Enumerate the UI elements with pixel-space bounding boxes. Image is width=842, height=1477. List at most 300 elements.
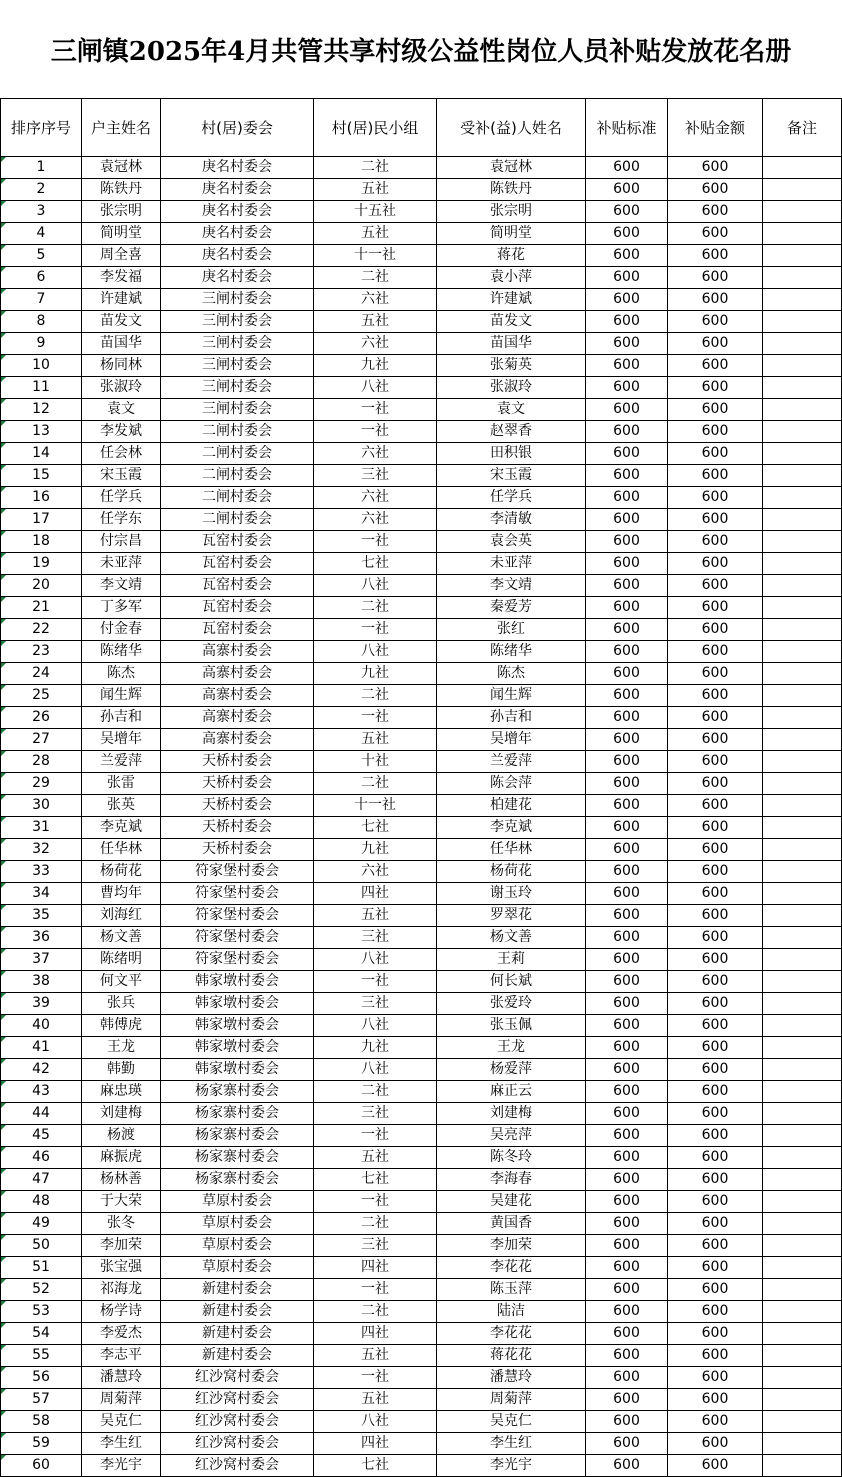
table-row xyxy=(1,223,842,245)
table-row xyxy=(1,1389,842,1411)
beneficiary-cell: 蒋花 xyxy=(437,245,586,267)
standard-cell: 600 xyxy=(586,1235,668,1257)
beneficiary-cell: 任学兵 xyxy=(437,487,586,509)
householder-cell: 孙吉和 xyxy=(82,707,161,729)
amount-cell: 600 xyxy=(668,641,763,663)
beneficiary-cell: 袁会英 xyxy=(437,531,586,553)
householder-cell: 李克斌 xyxy=(82,817,161,839)
beneficiary-cell: 赵翠香 xyxy=(437,421,586,443)
remarks-cell xyxy=(763,685,842,707)
serial-cell: 24 xyxy=(1,663,82,685)
amount-cell: 600 xyxy=(668,1037,763,1059)
remarks-cell xyxy=(763,729,842,751)
standard-cell: 600 xyxy=(586,927,668,949)
remarks-cell xyxy=(763,861,842,883)
householder-cell: 杨文善 xyxy=(82,927,161,949)
amount-cell: 600 xyxy=(668,223,763,245)
amount-cell: 600 xyxy=(668,663,763,685)
remarks-cell xyxy=(763,641,842,663)
village-committee-cell: 符家堡村委会 xyxy=(161,905,314,927)
group-cell: 五社 xyxy=(314,311,437,333)
remarks-cell xyxy=(763,377,842,399)
group-cell: 一社 xyxy=(314,1367,437,1389)
group-cell: 九社 xyxy=(314,355,437,377)
householder-cell: 吴克仁 xyxy=(82,1411,161,1433)
remarks-cell xyxy=(763,311,842,333)
table-row xyxy=(1,179,842,201)
serial-cell: 12 xyxy=(1,399,82,421)
group-cell: 八社 xyxy=(314,575,437,597)
standard-cell: 600 xyxy=(586,905,668,927)
group-cell: 五社 xyxy=(314,179,437,201)
amount-cell: 600 xyxy=(668,465,763,487)
village-committee-cell: 高寨村委会 xyxy=(161,641,314,663)
amount-cell: 600 xyxy=(668,1367,763,1389)
standard-cell: 600 xyxy=(586,575,668,597)
remarks-cell xyxy=(763,1235,842,1257)
table-row xyxy=(1,201,842,223)
beneficiary-cell: 李光宇 xyxy=(437,1455,586,1477)
householder-cell: 李爱杰 xyxy=(82,1323,161,1345)
beneficiary-cell: 李花花 xyxy=(437,1323,586,1345)
householder-cell: 陈杰 xyxy=(82,663,161,685)
standard-cell: 600 xyxy=(586,707,668,729)
group-cell: 一社 xyxy=(314,1125,437,1147)
amount-cell: 600 xyxy=(668,1301,763,1323)
table-row xyxy=(1,1279,842,1301)
table-row xyxy=(1,1103,842,1125)
beneficiary-cell: 杨文善 xyxy=(437,927,586,949)
village-committee-cell: 红沙窝村委会 xyxy=(161,1367,314,1389)
beneficiary-cell: 王莉 xyxy=(437,949,586,971)
householder-cell: 闻生辉 xyxy=(82,685,161,707)
village-committee-cell: 三闸村委会 xyxy=(161,289,314,311)
amount-cell: 600 xyxy=(668,1433,763,1455)
village-committee-cell: 草原村委会 xyxy=(161,1257,314,1279)
village-committee-cell: 杨家寨村委会 xyxy=(161,1125,314,1147)
standard-cell: 600 xyxy=(586,1015,668,1037)
beneficiary-cell: 蒋花花 xyxy=(437,1345,586,1367)
householder-cell: 麻振虎 xyxy=(82,1147,161,1169)
amount-cell: 600 xyxy=(668,509,763,531)
remarks-cell xyxy=(763,223,842,245)
amount-cell: 600 xyxy=(668,553,763,575)
householder-cell: 李光宇 xyxy=(82,1455,161,1477)
remarks-cell xyxy=(763,1015,842,1037)
standard-cell: 600 xyxy=(586,1213,668,1235)
village-committee-cell: 三闸村委会 xyxy=(161,399,314,421)
table-row xyxy=(1,795,842,817)
standard-cell: 600 xyxy=(586,355,668,377)
group-cell: 七社 xyxy=(314,817,437,839)
village-committee-cell: 杨家寨村委会 xyxy=(161,1169,314,1191)
group-cell: 五社 xyxy=(314,223,437,245)
col-header-group: 村(居)民小组 xyxy=(314,99,437,157)
serial-cell: 49 xyxy=(1,1213,82,1235)
serial-cell: 37 xyxy=(1,949,82,971)
village-committee-cell: 二闸村委会 xyxy=(161,487,314,509)
group-cell: 二社 xyxy=(314,685,437,707)
village-committee-cell: 韩家墩村委会 xyxy=(161,971,314,993)
standard-cell: 600 xyxy=(586,971,668,993)
serial-cell: 45 xyxy=(1,1125,82,1147)
remarks-cell xyxy=(763,333,842,355)
standard-cell: 600 xyxy=(586,1081,668,1103)
remarks-cell xyxy=(763,751,842,773)
village-committee-cell: 二闸村委会 xyxy=(161,421,314,443)
table-row xyxy=(1,399,842,421)
remarks-cell xyxy=(763,1279,842,1301)
remarks-cell xyxy=(763,773,842,795)
householder-cell: 陈绪明 xyxy=(82,949,161,971)
householder-cell: 许建斌 xyxy=(82,289,161,311)
serial-cell: 22 xyxy=(1,619,82,641)
village-committee-cell: 高寨村委会 xyxy=(161,663,314,685)
serial-cell: 58 xyxy=(1,1411,82,1433)
remarks-cell xyxy=(763,179,842,201)
remarks-cell xyxy=(763,1389,842,1411)
serial-cell: 16 xyxy=(1,487,82,509)
remarks-cell xyxy=(763,927,842,949)
householder-cell: 刘海红 xyxy=(82,905,161,927)
standard-cell: 600 xyxy=(586,377,668,399)
remarks-cell xyxy=(763,1081,842,1103)
householder-cell: 袁文 xyxy=(82,399,161,421)
standard-cell: 600 xyxy=(586,861,668,883)
table-row xyxy=(1,1015,842,1037)
group-cell: 二社 xyxy=(314,1301,437,1323)
standard-cell: 600 xyxy=(586,1257,668,1279)
remarks-cell xyxy=(763,1301,842,1323)
village-committee-cell: 二闸村委会 xyxy=(161,509,314,531)
village-committee-cell: 草原村委会 xyxy=(161,1213,314,1235)
village-committee-cell: 草原村委会 xyxy=(161,1191,314,1213)
remarks-cell xyxy=(763,399,842,421)
beneficiary-cell: 李花花 xyxy=(437,1257,586,1279)
remarks-cell xyxy=(763,1147,842,1169)
amount-cell: 600 xyxy=(668,1015,763,1037)
group-cell: 八社 xyxy=(314,377,437,399)
group-cell: 一社 xyxy=(314,619,437,641)
standard-cell: 600 xyxy=(586,553,668,575)
village-committee-cell: 高寨村委会 xyxy=(161,729,314,751)
serial-cell: 28 xyxy=(1,751,82,773)
amount-cell: 600 xyxy=(668,333,763,355)
serial-cell: 8 xyxy=(1,311,82,333)
beneficiary-cell: 李海春 xyxy=(437,1169,586,1191)
header-row xyxy=(1,99,842,157)
beneficiary-cell: 兰爱萍 xyxy=(437,751,586,773)
householder-cell: 任会林 xyxy=(82,443,161,465)
amount-cell: 600 xyxy=(668,1103,763,1125)
beneficiary-cell: 李清敏 xyxy=(437,509,586,531)
village-committee-cell: 韩家墩村委会 xyxy=(161,1059,314,1081)
householder-cell: 张英 xyxy=(82,795,161,817)
amount-cell: 600 xyxy=(668,1323,763,1345)
amount-cell: 600 xyxy=(668,1125,763,1147)
table-row xyxy=(1,355,842,377)
group-cell: 三社 xyxy=(314,1235,437,1257)
householder-cell: 简明堂 xyxy=(82,223,161,245)
table-row xyxy=(1,1125,842,1147)
beneficiary-cell: 李加荣 xyxy=(437,1235,586,1257)
table-row xyxy=(1,663,842,685)
village-committee-cell: 杨家寨村委会 xyxy=(161,1081,314,1103)
table-row xyxy=(1,487,842,509)
village-committee-cell: 庚名村委会 xyxy=(161,267,314,289)
serial-cell: 57 xyxy=(1,1389,82,1411)
group-cell: 三社 xyxy=(314,465,437,487)
householder-cell: 李文靖 xyxy=(82,575,161,597)
beneficiary-cell: 吴亮萍 xyxy=(437,1125,586,1147)
amount-cell: 600 xyxy=(668,1147,763,1169)
table-row xyxy=(1,1323,842,1345)
beneficiary-cell: 何长斌 xyxy=(437,971,586,993)
beneficiary-cell: 简明堂 xyxy=(437,223,586,245)
remarks-cell xyxy=(763,157,842,179)
village-committee-cell: 天桥村委会 xyxy=(161,795,314,817)
village-committee-cell: 符家堡村委会 xyxy=(161,927,314,949)
remarks-cell xyxy=(763,245,842,267)
standard-cell: 600 xyxy=(586,201,668,223)
standard-cell: 600 xyxy=(586,333,668,355)
beneficiary-cell: 陈杰 xyxy=(437,663,586,685)
remarks-cell xyxy=(763,553,842,575)
remarks-cell xyxy=(763,509,842,531)
beneficiary-cell: 李克斌 xyxy=(437,817,586,839)
householder-cell: 王龙 xyxy=(82,1037,161,1059)
amount-cell: 600 xyxy=(668,421,763,443)
village-committee-cell: 红沙窝村委会 xyxy=(161,1455,314,1477)
serial-cell: 35 xyxy=(1,905,82,927)
amount-cell: 600 xyxy=(668,1081,763,1103)
amount-cell: 600 xyxy=(668,1279,763,1301)
village-committee-cell: 三闸村委会 xyxy=(161,377,314,399)
table-row xyxy=(1,267,842,289)
amount-cell: 600 xyxy=(668,487,763,509)
serial-cell: 41 xyxy=(1,1037,82,1059)
serial-cell: 52 xyxy=(1,1279,82,1301)
serial-cell: 44 xyxy=(1,1103,82,1125)
householder-cell: 兰爱萍 xyxy=(82,751,161,773)
amount-cell: 600 xyxy=(668,1389,763,1411)
group-cell: 三社 xyxy=(314,927,437,949)
standard-cell: 600 xyxy=(586,1455,668,1477)
serial-cell: 20 xyxy=(1,575,82,597)
village-committee-cell: 二闸村委会 xyxy=(161,443,314,465)
group-cell: 六社 xyxy=(314,509,437,531)
serial-cell: 26 xyxy=(1,707,82,729)
table-row xyxy=(1,531,842,553)
beneficiary-cell: 任华林 xyxy=(437,839,586,861)
standard-cell: 600 xyxy=(586,465,668,487)
standard-cell: 600 xyxy=(586,1147,668,1169)
householder-cell: 刘建梅 xyxy=(82,1103,161,1125)
remarks-cell xyxy=(763,663,842,685)
remarks-cell xyxy=(763,949,842,971)
group-cell: 一社 xyxy=(314,707,437,729)
beneficiary-cell: 陈绪华 xyxy=(437,641,586,663)
group-cell: 一社 xyxy=(314,971,437,993)
group-cell: 五社 xyxy=(314,905,437,927)
serial-cell: 39 xyxy=(1,993,82,1015)
group-cell: 二社 xyxy=(314,1081,437,1103)
serial-cell: 47 xyxy=(1,1169,82,1191)
beneficiary-cell: 吴建花 xyxy=(437,1191,586,1213)
householder-cell: 杨荷花 xyxy=(82,861,161,883)
serial-cell: 6 xyxy=(1,267,82,289)
beneficiary-cell: 张菊英 xyxy=(437,355,586,377)
remarks-cell xyxy=(763,619,842,641)
group-cell: 十一社 xyxy=(314,245,437,267)
group-cell: 八社 xyxy=(314,1059,437,1081)
beneficiary-cell: 吴增年 xyxy=(437,729,586,751)
householder-cell: 张雷 xyxy=(82,773,161,795)
standard-cell: 600 xyxy=(586,289,668,311)
beneficiary-cell: 袁文 xyxy=(437,399,586,421)
group-cell: 一社 xyxy=(314,421,437,443)
remarks-cell xyxy=(763,575,842,597)
remarks-cell xyxy=(763,465,842,487)
householder-cell: 李发福 xyxy=(82,267,161,289)
standard-cell: 600 xyxy=(586,839,668,861)
amount-cell: 600 xyxy=(668,751,763,773)
householder-cell: 苗发文 xyxy=(82,311,161,333)
amount-cell: 600 xyxy=(668,1235,763,1257)
remarks-cell xyxy=(763,1411,842,1433)
beneficiary-cell: 宋玉霞 xyxy=(437,465,586,487)
remarks-cell xyxy=(763,421,842,443)
beneficiary-cell: 秦爱芳 xyxy=(437,597,586,619)
village-committee-cell: 三闸村委会 xyxy=(161,355,314,377)
standard-cell: 600 xyxy=(586,883,668,905)
table-row xyxy=(1,1301,842,1323)
table-row xyxy=(1,311,842,333)
beneficiary-cell: 柏建花 xyxy=(437,795,586,817)
serial-cell: 17 xyxy=(1,509,82,531)
remarks-cell xyxy=(763,289,842,311)
standard-cell: 600 xyxy=(586,1191,668,1213)
village-committee-cell: 红沙窝村委会 xyxy=(161,1433,314,1455)
group-cell: 二社 xyxy=(314,267,437,289)
serial-cell: 48 xyxy=(1,1191,82,1213)
table-row xyxy=(1,971,842,993)
beneficiary-cell: 谢玉玲 xyxy=(437,883,586,905)
group-cell: 七社 xyxy=(314,1169,437,1191)
householder-cell: 祁海龙 xyxy=(82,1279,161,1301)
serial-cell: 9 xyxy=(1,333,82,355)
village-committee-cell: 瓦窑村委会 xyxy=(161,597,314,619)
group-cell: 五社 xyxy=(314,1389,437,1411)
standard-cell: 600 xyxy=(586,1367,668,1389)
group-cell: 九社 xyxy=(314,663,437,685)
serial-cell: 7 xyxy=(1,289,82,311)
standard-cell: 600 xyxy=(586,1323,668,1345)
householder-cell: 付宗昌 xyxy=(82,531,161,553)
amount-cell: 600 xyxy=(668,575,763,597)
standard-cell: 600 xyxy=(586,993,668,1015)
village-committee-cell: 三闸村委会 xyxy=(161,311,314,333)
beneficiary-cell: 陆洁 xyxy=(437,1301,586,1323)
document-title: 三闸镇2025年4月共管共享村级公益性岗位人员补贴发放花名册 xyxy=(50,36,792,67)
amount-cell: 600 xyxy=(668,1059,763,1081)
remarks-cell xyxy=(763,201,842,223)
householder-cell: 任华林 xyxy=(82,839,161,861)
householder-cell: 李发斌 xyxy=(82,421,161,443)
table-row xyxy=(1,751,842,773)
serial-cell: 11 xyxy=(1,377,82,399)
standard-cell: 600 xyxy=(586,1301,668,1323)
beneficiary-cell: 刘建梅 xyxy=(437,1103,586,1125)
householder-cell: 苗国华 xyxy=(82,333,161,355)
group-cell: 十五社 xyxy=(314,201,437,223)
remarks-cell xyxy=(763,1191,842,1213)
amount-cell: 600 xyxy=(668,289,763,311)
householder-cell: 李加荣 xyxy=(82,1235,161,1257)
amount-cell: 600 xyxy=(668,861,763,883)
beneficiary-cell: 田积银 xyxy=(437,443,586,465)
village-committee-cell: 瓦窑村委会 xyxy=(161,575,314,597)
standard-cell: 600 xyxy=(586,685,668,707)
beneficiary-cell: 袁小萍 xyxy=(437,267,586,289)
standard-cell: 600 xyxy=(586,949,668,971)
table-row xyxy=(1,949,842,971)
serial-cell: 30 xyxy=(1,795,82,817)
householder-cell: 袁冠林 xyxy=(82,157,161,179)
householder-cell: 张宝强 xyxy=(82,1257,161,1279)
village-committee-cell: 新建村委会 xyxy=(161,1345,314,1367)
remarks-cell xyxy=(763,1257,842,1279)
remarks-cell xyxy=(763,597,842,619)
householder-cell: 杨渡 xyxy=(82,1125,161,1147)
serial-cell: 56 xyxy=(1,1367,82,1389)
group-cell: 三社 xyxy=(314,993,437,1015)
householder-cell: 张淑玲 xyxy=(82,377,161,399)
village-committee-cell: 韩家墩村委会 xyxy=(161,1015,314,1037)
amount-cell: 600 xyxy=(668,267,763,289)
table-row xyxy=(1,1433,842,1455)
group-cell: 三社 xyxy=(314,1103,437,1125)
group-cell: 九社 xyxy=(314,1037,437,1059)
village-committee-cell: 庚名村委会 xyxy=(161,223,314,245)
standard-cell: 600 xyxy=(586,1345,668,1367)
remarks-cell xyxy=(763,1103,842,1125)
beneficiary-cell: 未亚萍 xyxy=(437,553,586,575)
group-cell: 一社 xyxy=(314,1191,437,1213)
group-cell: 五社 xyxy=(314,1147,437,1169)
remarks-cell xyxy=(763,905,842,927)
serial-cell: 29 xyxy=(1,773,82,795)
householder-cell: 未亚萍 xyxy=(82,553,161,575)
standard-cell: 600 xyxy=(586,729,668,751)
serial-cell: 60 xyxy=(1,1455,82,1477)
amount-cell: 600 xyxy=(668,1411,763,1433)
table-row xyxy=(1,707,842,729)
beneficiary-cell: 张玉佩 xyxy=(437,1015,586,1037)
col-header-householder: 户主姓名 xyxy=(82,99,161,157)
table-row xyxy=(1,1235,842,1257)
standard-cell: 600 xyxy=(586,179,668,201)
remarks-cell xyxy=(763,1213,842,1235)
table-row xyxy=(1,1169,842,1191)
village-committee-cell: 红沙窝村委会 xyxy=(161,1411,314,1433)
remarks-cell xyxy=(763,531,842,553)
table-row xyxy=(1,729,842,751)
table-row xyxy=(1,289,842,311)
village-committee-cell: 韩家墩村委会 xyxy=(161,993,314,1015)
standard-cell: 600 xyxy=(586,157,668,179)
table-row xyxy=(1,1367,842,1389)
